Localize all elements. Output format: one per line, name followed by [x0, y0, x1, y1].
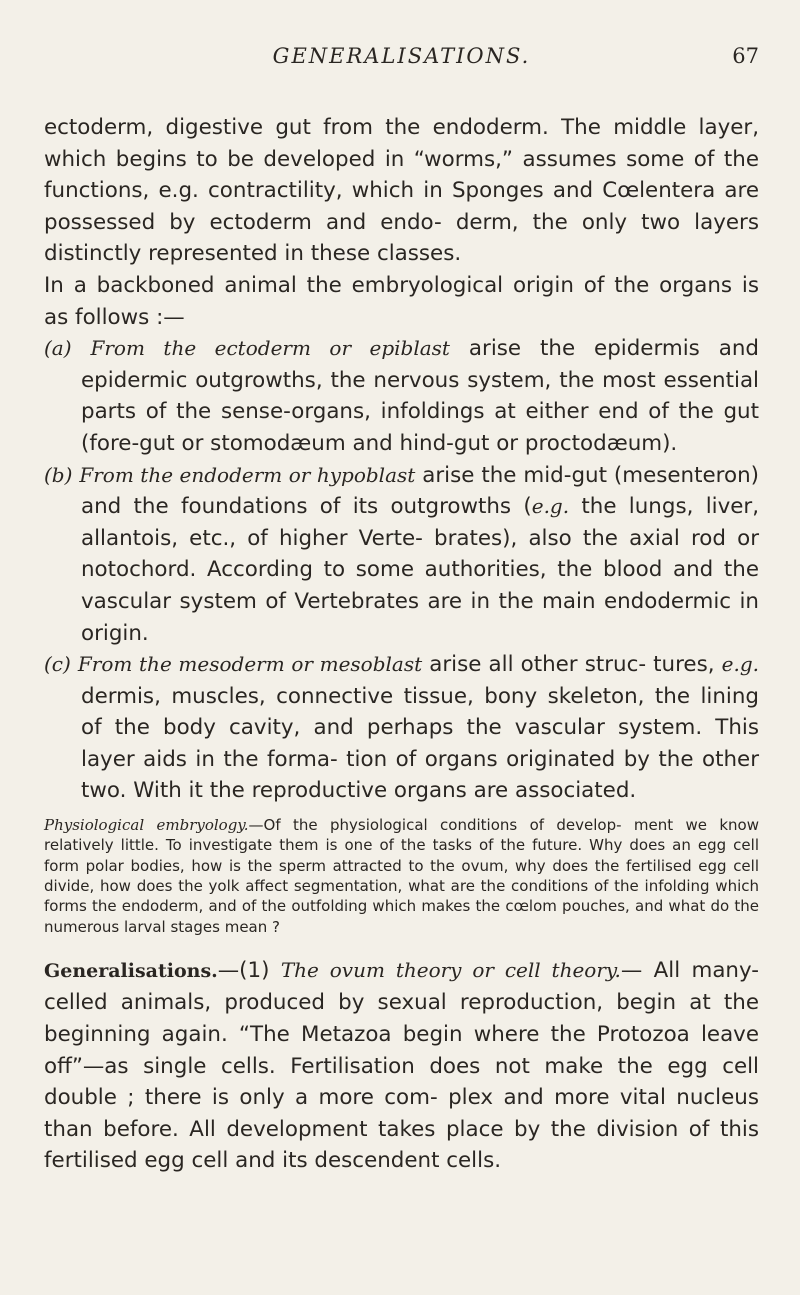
main-text — [44, 112, 759, 807]
item-a-label: (a) — [44, 336, 72, 361]
item-b-text-1: arise the mid-gut (mesenteron) and the foundations of its outgrowths ( — [81, 462, 759, 520]
note-heading: Physiological embryology. — [44, 816, 249, 835]
item-b-label: (b) — [44, 462, 73, 487]
paragraph-2: In a backboned animal the embryological origin of the organs is as follows :— — [44, 272, 759, 330]
item-c-text-1: arise all other struc- tures, — [429, 652, 715, 678]
item-c-label: (c) — [44, 652, 71, 677]
item-a-text: arise the epidermis and epidermic outgrowths, the nervous system, the most essential parts of the sense-organs, infoldings at either end of the gut (fore-gut or stomodæum and hind-gut or proctodæum). — [81, 336, 759, 456]
item-c-eg: e.g. — [721, 652, 759, 677]
list-item-a — [44, 333, 759, 459]
section-subheading: The ovum theory or cell theory. — [280, 957, 621, 982]
item-b-heading: From the endoderm or hypoblast — [79, 462, 416, 487]
note-paragraph — [44, 815, 759, 937]
section-paragraph — [44, 955, 759, 1177]
running-title: GENERALISATIONS. — [272, 44, 531, 68]
note-text: —Of the physiological conditions of develop- ment we know relatively little. To investigate them is one of the tasks of the future. Why does an egg cell form polar bodies, how is the sperm attracted to the ovum, why does the fertilised egg cell divide, how does the yolk affect segmentation, what are the conditions of the infolding which forms the endoderm, and of the outfolding which makes the cœlom pouches, and what do the numerous larval stages mean ? — [44, 816, 759, 936]
item-c-heading: From the mesoderm or mesoblast — [77, 652, 423, 677]
small-print-note — [44, 815, 759, 937]
book-page — [44, 44, 759, 1177]
item-b-eg: e.g. — [531, 494, 570, 519]
section-number: —(1) — [217, 957, 270, 983]
item-b-text-2: the lungs, liver, allantois, etc., of higher Verte- brates), also the axial rod or notochord. According to some authorities, the blood and the vascular system of Vertebrates are in the main endodermic in origin. — [81, 494, 759, 646]
section-text: — All many-celled animals, produced by sexual reproduction, begin at the beginning again. “The Metazoa begin where the Protozoa leave off”—as single cells. Fertilisation does not make the egg cell double ; there is only a more com- plex and more vital nucleus than before. All development takes place by the division of this fertilised egg cell and its descendent cells. — [44, 957, 759, 1174]
running-head — [44, 44, 759, 78]
generalisations-section — [44, 955, 759, 1177]
item-c-text-2: dermis, muscles, connective tissue, bony skeleton, the lining of the body cavity, and perhaps the vascular system. This layer aids in the forma- tion of organs originated by the other two. With it the reproductive organs are associated. — [81, 683, 759, 804]
list-item-c — [44, 649, 759, 807]
paragraph-1: ectoderm, digestive gut from the endoderm. The middle layer, which begins to be developed in “worms,” assumes some of the functions, e.g. contractility, which in Sponges and Cœlentera are possessed by ectoderm and endo- derm, the only two layers distinctly represented in these classes. — [44, 115, 759, 267]
item-a-heading: From the ectoderm or epiblast — [90, 336, 450, 361]
section-heading: Generalisations. — [44, 959, 218, 982]
page-number: 67 — [732, 44, 759, 68]
list-item-b — [44, 460, 759, 650]
